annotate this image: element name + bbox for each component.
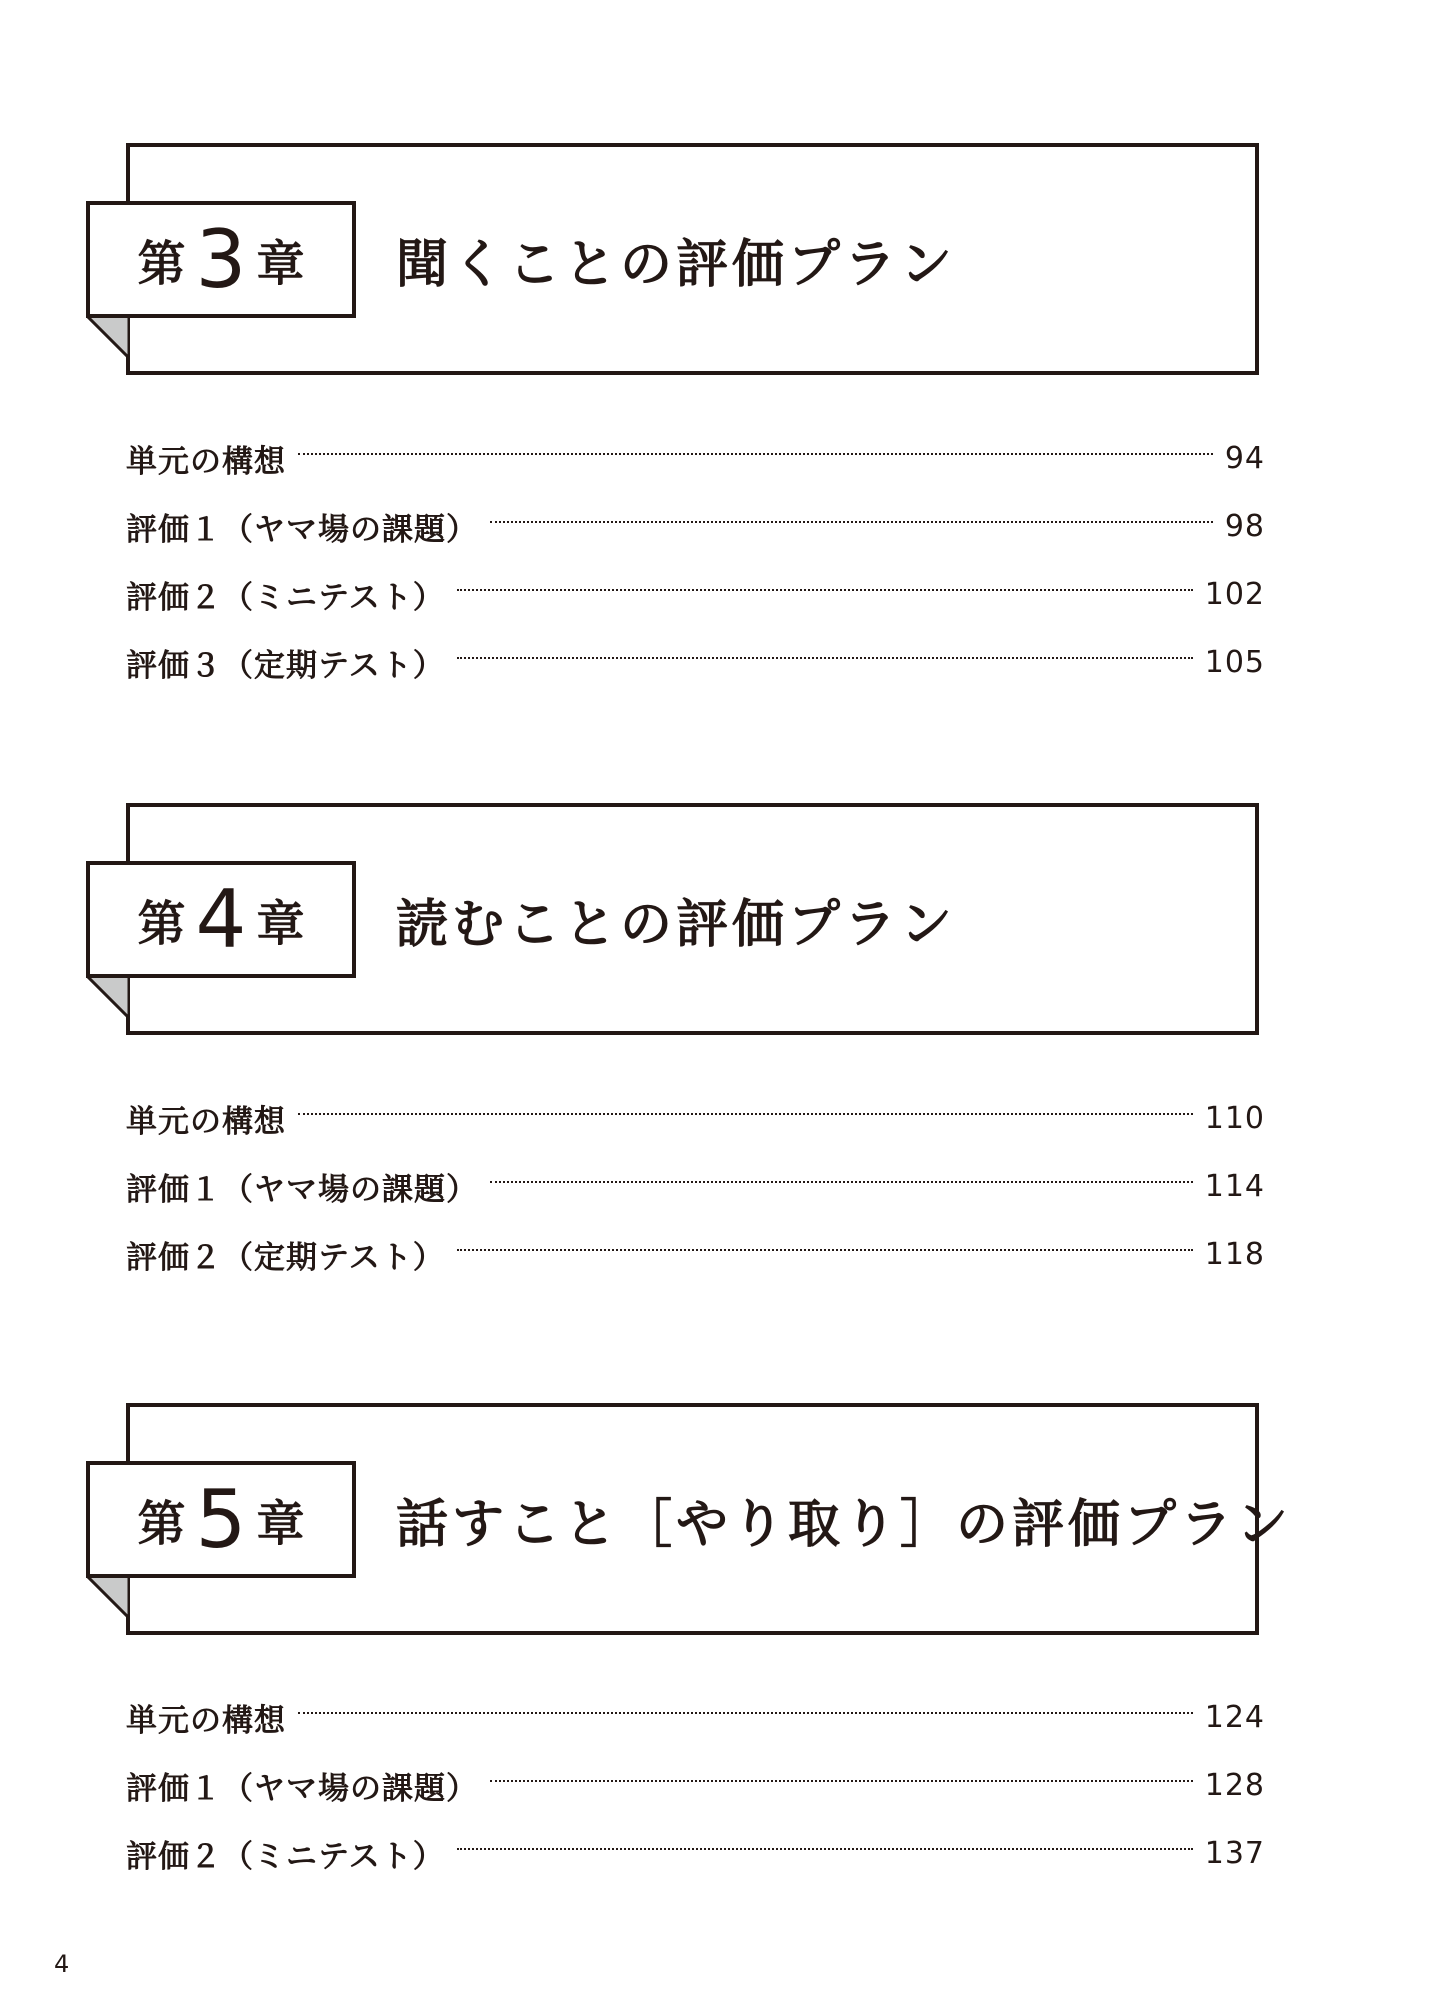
toc-entry-page: 137 <box>1204 1835 1265 1871</box>
toc-entry-label: 評価３（定期テスト） <box>126 647 445 684</box>
chapter-3-header <box>86 143 1265 379</box>
page-fold-corner <box>86 1575 129 1618</box>
page-fold-corner <box>86 975 129 1018</box>
toc-entry-page: 110 <box>1204 1100 1265 1136</box>
chapter-suffix: 章 <box>256 236 305 292</box>
toc-entry[interactable] <box>126 1751 1265 1819</box>
toc-entry-label: 単元の構想 <box>126 1702 286 1739</box>
chapter-number: 5 <box>195 1473 247 1566</box>
chapter-title[interactable]: 読むことの評価プラン <box>396 894 957 955</box>
chapter-number-tab <box>86 1461 356 1578</box>
chapter-suffix: 章 <box>256 1496 305 1552</box>
toc-entry-page: 105 <box>1204 644 1265 680</box>
chapter-title[interactable]: 話すこと［やり取り］の評価プラン <box>396 1494 1293 1555</box>
chapter-number-tab <box>86 201 356 318</box>
toc-entry-label: 評価２（ミニテスト） <box>126 1838 445 1875</box>
leader-dots <box>490 1181 1193 1183</box>
chapter-prefix: 第 <box>137 1496 186 1552</box>
toc-entry-page: 128 <box>1204 1767 1265 1803</box>
toc-entry-page: 94 <box>1224 440 1265 476</box>
chapter-3-toc <box>126 424 1265 696</box>
leader-dots <box>457 1848 1193 1850</box>
toc-entry-page: 114 <box>1204 1168 1265 1204</box>
toc-entry-page: 118 <box>1204 1236 1265 1272</box>
chapter-5-toc <box>126 1683 1265 1887</box>
page-number: 4 <box>54 1950 70 1978</box>
toc-entry-label: 評価１（ヤマ場の課題） <box>126 511 478 548</box>
leader-dots <box>298 1712 1193 1714</box>
toc-entry[interactable] <box>126 560 1265 628</box>
toc-entry[interactable] <box>126 1220 1265 1288</box>
leader-dots <box>457 657 1193 659</box>
toc-entry[interactable] <box>126 628 1265 696</box>
leader-dots <box>298 1113 1193 1115</box>
chapter-number: 3 <box>195 213 247 306</box>
leader-dots <box>457 1249 1193 1251</box>
toc-entry[interactable] <box>126 424 1265 492</box>
chapter-prefix: 第 <box>137 236 186 292</box>
toc-entry-label: 評価２（定期テスト） <box>126 1239 445 1276</box>
toc-entry-label: 単元の構想 <box>126 443 286 480</box>
toc-entry[interactable] <box>126 1084 1265 1152</box>
leader-dots <box>490 521 1213 523</box>
toc-entry-page: 102 <box>1204 576 1265 612</box>
toc-entry-label: 評価１（ヤマ場の課題） <box>126 1770 478 1807</box>
toc-entry-label: 単元の構想 <box>126 1103 286 1140</box>
chapter-4-header <box>86 803 1265 1039</box>
chapter-title[interactable]: 聞くことの評価プラン <box>396 234 957 295</box>
toc-entry[interactable] <box>126 1819 1265 1887</box>
chapter-number-tab <box>86 861 356 978</box>
page-fold-corner <box>86 315 129 358</box>
leader-dots <box>457 589 1193 591</box>
chapter-5-header <box>86 1403 1293 1639</box>
toc-entry[interactable] <box>126 492 1265 560</box>
toc-entry[interactable] <box>126 1683 1265 1751</box>
toc-entry-page: 98 <box>1224 508 1265 544</box>
toc-entry-label: 評価２（ミニテスト） <box>126 579 445 616</box>
leader-dots <box>490 1780 1193 1782</box>
chapter-prefix: 第 <box>137 896 186 952</box>
toc-entry-page: 124 <box>1204 1699 1265 1735</box>
chapter-suffix: 章 <box>256 896 305 952</box>
toc-entry[interactable] <box>126 1152 1265 1220</box>
leader-dots <box>298 453 1213 455</box>
toc-entry-label: 評価１（ヤマ場の課題） <box>126 1171 478 1208</box>
chapter-number: 4 <box>195 873 247 966</box>
chapter-4-toc <box>126 1084 1265 1288</box>
